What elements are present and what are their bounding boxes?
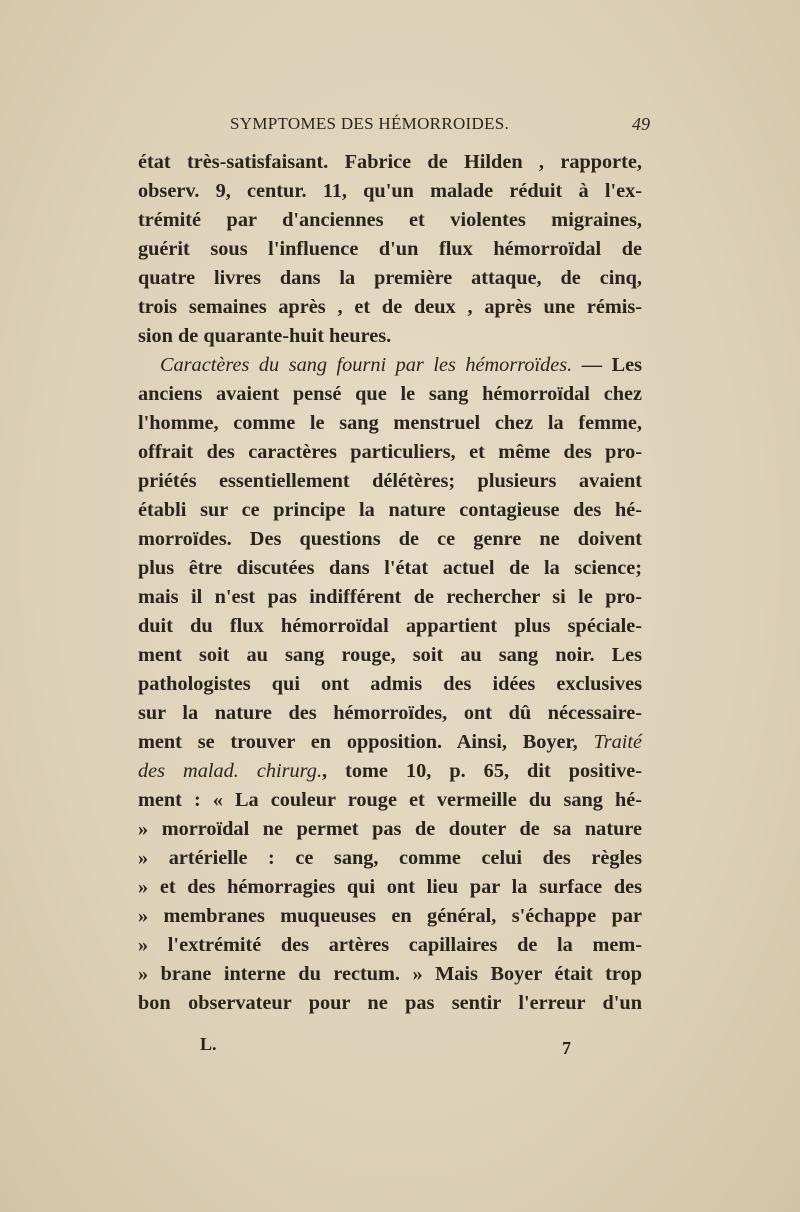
signature-mark: L. <box>200 1034 217 1054</box>
quote-line: ment : « La couleur rouge et vermeille du sang hé- <box>138 789 642 811</box>
text-line: anciens avaient pensé que le sang hémorroïdal chez <box>138 383 642 405</box>
paragraph-heading-line <box>138 351 642 380</box>
quote-line: » l'extrémité des artères capillaires de la mem- <box>138 934 642 956</box>
page-footer <box>200 1034 580 1060</box>
text-line: pathologistes qui ont admis des idées exclusives <box>138 673 642 695</box>
text-line: quatre livres dans la première attaque, de cinq, <box>138 267 642 289</box>
book-title: Traité <box>593 731 642 753</box>
text-line: duit du flux hémorroïdal appartient plus spéciale- <box>138 615 642 637</box>
text-line: ment soit au sang rouge, soit au sang noir. Les <box>138 644 642 666</box>
citation-line <box>138 728 642 757</box>
page-number: 49 <box>632 114 650 134</box>
text-line: trois semaines après , et de deux , après une rémis- <box>138 296 642 318</box>
section-heading: Caractères du sang fourni par les hémorroïdes. <box>160 354 573 376</box>
text-line: mais il n'est pas indifférent de rechercher si le pro- <box>138 586 642 608</box>
quote-line: » brane interne du rectum. » Mais Boyer était trop <box>138 963 642 985</box>
heading-tail: — Les <box>581 354 642 376</box>
quote-line: » et des hémorragies qui ont lieu par la surface des <box>138 876 642 898</box>
book-title: des malad. chirurg. <box>138 760 323 782</box>
page-header <box>230 114 650 140</box>
body-text <box>138 148 642 1018</box>
text-line: trémité par d'anciennes et violentes migraines, <box>138 209 642 231</box>
text-line: guérit sous l'influence d'un flux hémorroïdal de <box>138 238 642 260</box>
text-line: état très-satisfaisant. Fabrice de Hilden , rapporte, <box>138 151 642 173</box>
running-title: SYMPTOMES DES HÉMORROIDES. <box>230 114 510 133</box>
text-line: sur la nature des hémorroïdes, ont dû nécessaire- <box>138 702 642 724</box>
citation-line <box>138 757 642 786</box>
text-line: établi sur ce principe la nature contagieuse des hé- <box>138 499 642 521</box>
quote-line: » membranes muqueuses en général, s'échappe par <box>138 905 642 927</box>
text-line: offrait des caractères particuliers, et même des pro- <box>138 441 642 463</box>
quote-line: » morroïdal ne permet pas de douter de sa nature <box>138 818 642 840</box>
quote-line: bon observateur pour ne pas sentir l'erreur d'un <box>138 992 642 1014</box>
text-line: morroïdes. Des questions de ce genre ne doivent <box>138 528 642 550</box>
text-line: priétés essentiellement délétères; plusieurs avaient <box>138 470 642 492</box>
text-fragment: , tome 10, p. 65, dit positive- <box>322 760 642 782</box>
text-line: sion de quarante-huit heures. <box>138 325 392 347</box>
quote-line: » artérielle : ce sang, comme celui des règles <box>138 847 642 869</box>
text-line: l'homme, comme le sang menstruel chez la femme, <box>138 412 642 434</box>
text-fragment: ment se trouver en opposition. Ainsi, Boyer, <box>138 731 578 753</box>
text-line: observ. 9, centur. 11, qu'un malade réduit à l'ex- <box>138 180 642 202</box>
sheet-number: 7 <box>562 1038 571 1058</box>
text-line: plus être discutées dans l'état actuel de la science; <box>138 557 642 579</box>
